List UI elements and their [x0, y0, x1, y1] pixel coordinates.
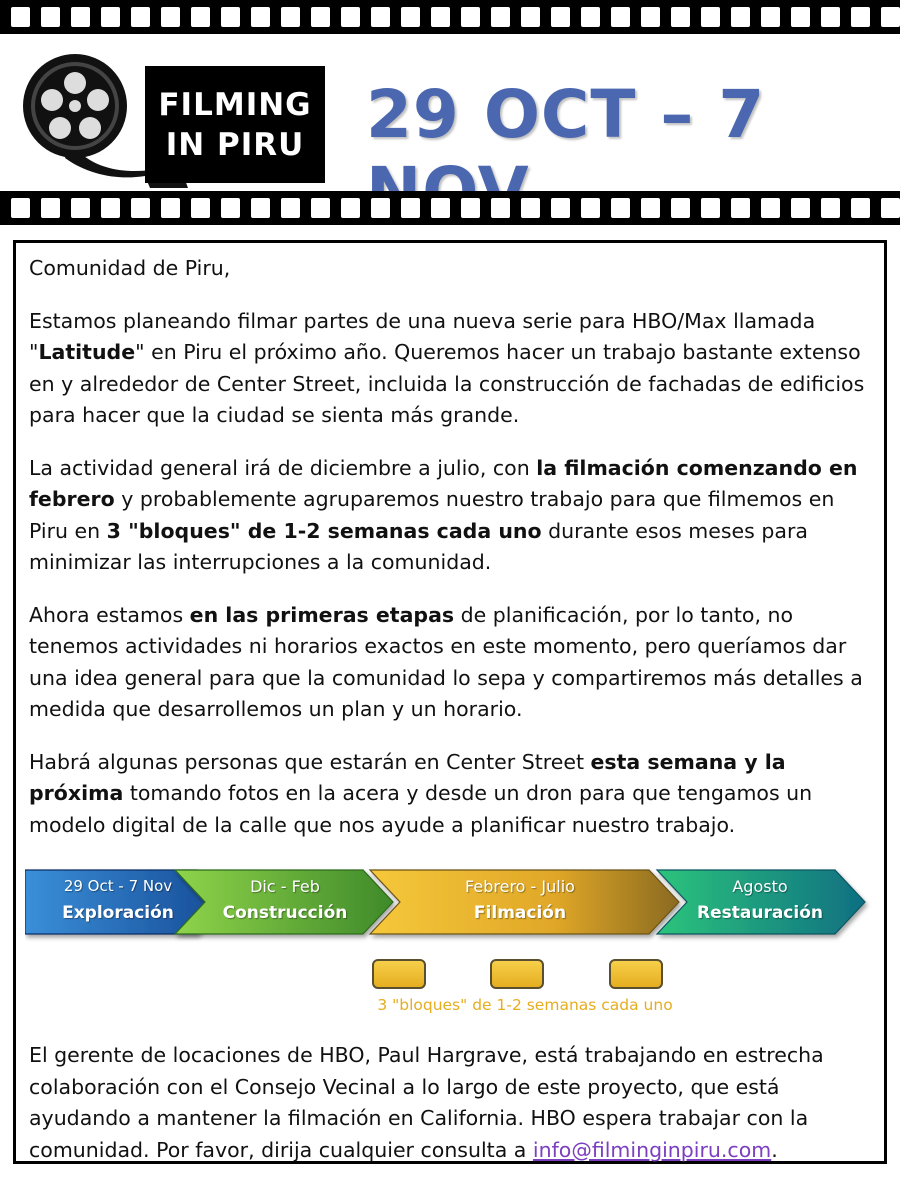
phase-filmacion-dates: Febrero - Julio: [465, 877, 575, 896]
film-perforation: [221, 198, 240, 218]
film-perforation: [701, 198, 720, 218]
p1-text-c: " en Piru el próximo año. Queremos hacer un trabajo bastante extenso en y alrededor de Center Street, incluida la construcción de fachadas de edificios para hacer que la ciudad se sienta más grande.: [29, 340, 865, 427]
paragraph-1: [29, 306, 870, 432]
letter-frame: [13, 240, 887, 1164]
phase-exploracion-dates: 29 Oct - 7 Nov: [63, 877, 173, 895]
greeting: [29, 253, 870, 285]
film-perforation: [821, 198, 840, 218]
film-perforation: [341, 198, 360, 218]
blocks-caption: 3 "bloques" de 1-2 semanas cada uno: [377, 996, 673, 1014]
header: [0, 34, 900, 191]
phase-exploracion-name: Exploración: [62, 903, 174, 923]
film-perforation: [251, 198, 270, 218]
p2-text-e: durante esos meses para minimizar las interrupciones a la comunidad.: [29, 518, 808, 574]
filming-block-3: [609, 959, 663, 989]
film-perforation: [131, 7, 150, 27]
film-perforation: [491, 7, 510, 27]
film-perforation: [461, 7, 480, 27]
film-perforation: [71, 7, 90, 27]
film-perforation: [851, 198, 870, 218]
film-perforation: [671, 198, 690, 218]
film-perforation: [851, 7, 870, 27]
film-perforation: [11, 7, 30, 27]
phase-restauracion-name: Restauración: [697, 903, 823, 923]
film-perforation: [311, 198, 330, 218]
p4-text-c: tomando fotos en la acera y desde un dron para que tengamos un modelo digital de la calle que nos ayude a planificar nuestro trabajo.: [29, 781, 813, 837]
p3-text-c: de planificación, por lo tanto, no tenemos actividades ni horarios exactos en este momento, pero queríamos dar una idea general para que la comunidad lo sepa y compartiremos más detalles a medida que desarrollemos un plan y un horario.: [29, 602, 863, 721]
film-perforation: [611, 198, 630, 218]
paragraph-4: [29, 747, 870, 842]
logo: [145, 66, 325, 183]
film-strip-top: [0, 0, 900, 34]
film-perforation: [251, 7, 270, 27]
p2-bold-filming-start: la filmación comenzando en febrero: [29, 455, 858, 511]
film-perforation: [161, 7, 180, 27]
p2-text-c: y probablemente agruparemos nuestro trabajo para que filmemos en Piru en: [29, 487, 835, 543]
film-perforation: [71, 198, 90, 218]
film-perforation: [11, 198, 30, 218]
phase-exploracion: [33, 873, 203, 927]
film-perforation: [791, 198, 810, 218]
paragraph-3: [29, 600, 870, 726]
film-perforation: [281, 198, 300, 218]
phase-filmacion: [405, 873, 635, 927]
phase-restauracion-dates: Agosto: [732, 877, 788, 896]
greeting-text: Comunidad de Piru,: [29, 256, 231, 280]
p4-text-a: Habrá algunas personas que estarán en Center Street: [29, 749, 591, 774]
film-perforation: [551, 7, 570, 27]
p5-text-a: El gerente de locaciones de HBO, Paul Hargrave, está trabajando en estrecha colaboración con el Consejo Vecinal a lo largo de este proyecto, que está ayudando a mantener la filmación en California. HBO espera trabajar con la comunidad. Por favor, dirija cualquier consulta a: [29, 1043, 824, 1162]
film-perforation: [821, 7, 840, 27]
logo-line-2: IN PIRU: [165, 126, 305, 163]
filming-block-2: [490, 959, 544, 989]
film-perforation: [881, 198, 900, 218]
film-perforation: [431, 198, 450, 218]
series-title: Latitude: [38, 340, 136, 364]
phase-restauracion: [685, 873, 835, 927]
film-perforation: [731, 7, 750, 27]
film-perforation: [431, 7, 450, 27]
film-perforation: [581, 198, 600, 218]
film-perforation: [761, 198, 780, 218]
film-perforation: [371, 198, 390, 218]
film-perforation: [41, 7, 60, 27]
phase-construccion-dates: Dic - Feb: [250, 877, 320, 896]
phase-construccion-name: Construcción: [222, 903, 348, 923]
film-perforation: [401, 7, 420, 27]
film-perforation: [761, 7, 780, 27]
film-perforation: [41, 198, 60, 218]
phase-construccion: [205, 873, 365, 927]
film-perforation: [731, 198, 750, 218]
film-perforation: [881, 7, 900, 27]
paragraph-2: [29, 453, 870, 579]
date-range-title: 29 OCT – 7: [366, 76, 766, 153]
p2-bold-blocks: 3 "bloques" de 1-2 semanas cada uno: [106, 518, 542, 543]
film-perforation: [521, 7, 540, 27]
p4-bold-this-week: esta semana y la próxima: [29, 749, 786, 805]
film-perforation: [641, 7, 660, 27]
film-perforation: [161, 198, 180, 218]
film-perforation: [461, 198, 480, 218]
film-perforation: [671, 7, 690, 27]
film-perforation: [281, 7, 300, 27]
film-perforation: [191, 7, 210, 27]
project-timeline: [25, 862, 885, 1032]
film-perforation: [401, 198, 420, 218]
film-perforation: [221, 7, 240, 27]
film-perforation: [101, 198, 120, 218]
film-perforation: [371, 7, 390, 27]
film-perforation: [611, 7, 630, 27]
contact-email-link[interactable]: info@filminginpiru.com: [532, 1137, 772, 1162]
film-perforation: [491, 198, 510, 218]
p2-text-a: La actividad general irá de diciembre a julio, con: [29, 455, 537, 480]
film-perforation: [581, 7, 600, 27]
logo-line-1: FILMING: [158, 86, 312, 123]
p3-bold-early-stages: en las primeras etapas: [189, 602, 455, 627]
film-perforation: [131, 198, 150, 218]
paragraph-5: [29, 1040, 870, 1166]
film-perforation: [521, 198, 540, 218]
film-perforation: [101, 7, 120, 27]
film-perforation: [341, 7, 360, 27]
film-perforation: [311, 7, 330, 27]
filming-block-1: [372, 959, 426, 989]
film-perforation: [191, 198, 210, 218]
film-perforation: [641, 198, 660, 218]
p3-text-a: Ahora estamos: [29, 602, 190, 627]
p5-text-c: .: [771, 1137, 778, 1162]
p1-text-a: Estamos planeando filmar partes de una nueva serie para HBO/Max llamada ": [29, 308, 816, 364]
film-perforation: [791, 7, 810, 27]
phase-filmacion-name: Filmación: [473, 903, 567, 923]
film-strip-bottom: [0, 191, 900, 225]
film-perforation: [701, 7, 720, 27]
film-perforation: [551, 198, 570, 218]
